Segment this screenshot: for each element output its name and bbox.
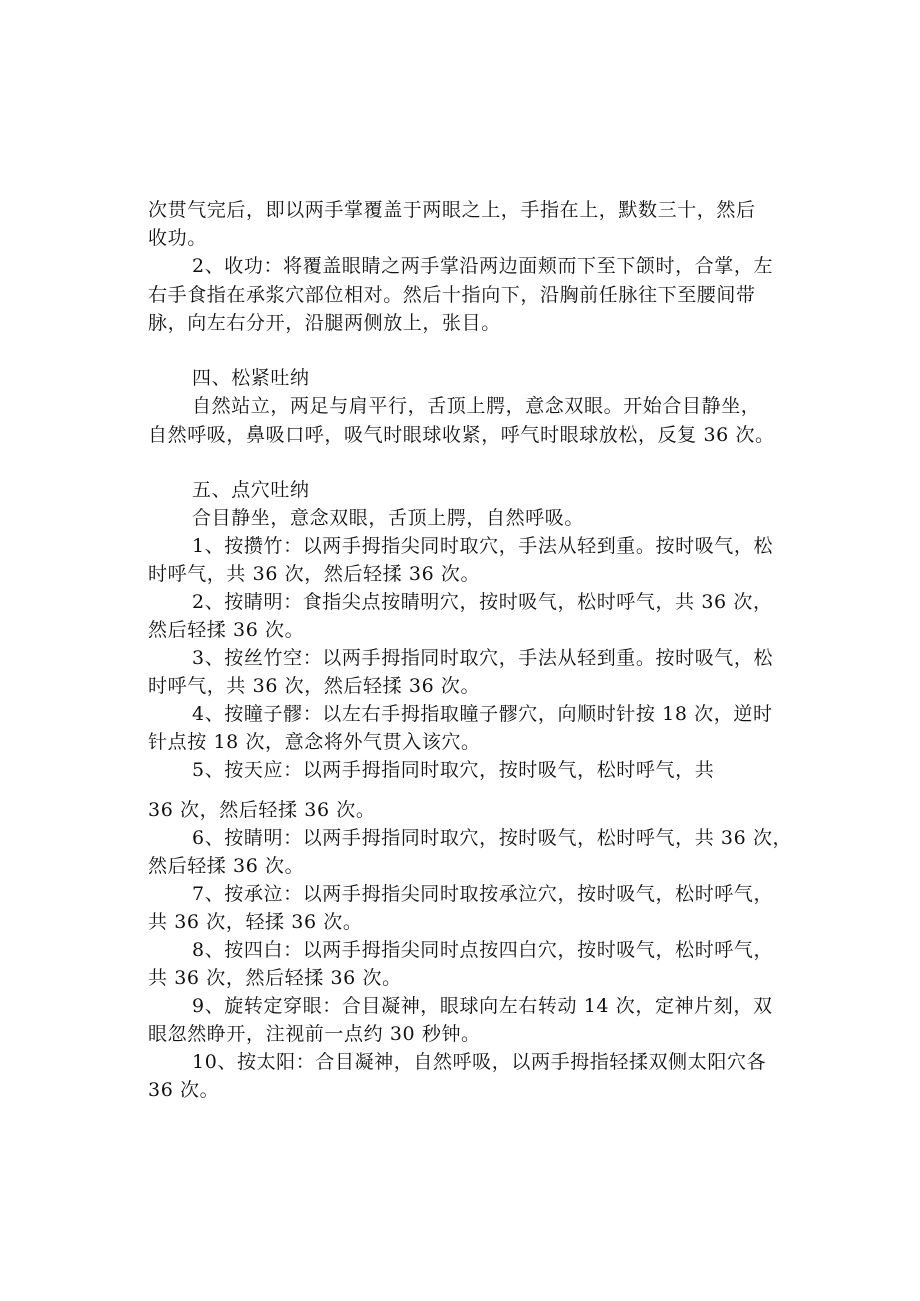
text-line: 眼忽然睁开，注视前一点约 30 秒钟。	[148, 1023, 481, 1045]
text-line: 然后轻揉 36 次。	[148, 619, 305, 641]
text-line: 2、收功：将覆盖眼睛之两手掌沿两边面颊而下至下颌时，合掌，左	[192, 255, 774, 277]
text-line: 9、旋转定穿眼：合目凝神，眼球向左右转动 14 次，定神片刻，双	[192, 995, 773, 1017]
text-line: 时呼气，共 36 次，然后轻揉 36 次。	[148, 563, 481, 585]
text-line: 脉，向左右分开，沿腿两侧放上，张目。	[148, 312, 501, 334]
text-line: 时呼气，共 36 次，然后轻揉 36 次。	[148, 675, 481, 697]
text-line: 共 36 次，轻揉 36 次。	[148, 911, 363, 933]
text-line: 2、按睛明：食指尖点按睛明穴，按时吸气，松时呼气，共 36 次，	[192, 591, 773, 613]
text-line: 7、按承泣：以两手拇指尖同时取按承泣穴，按时吸气，松时呼气，	[192, 883, 774, 905]
text-line: 5、按天应：以两手拇指同时取穴，按时吸气，松时呼气，共	[192, 759, 715, 781]
text-line: 1、按攒竹：以两手拇指尖同时取穴，手法从轻到重。按时吸气，松	[192, 535, 774, 557]
text-line: 10、按太阳：合目凝神，自然呼吸，以两手拇指轻揉双侧太阳穴各	[192, 1051, 767, 1073]
text-line: 然后轻揉 36 次。	[148, 855, 305, 877]
text-line: 合目静坐，意念双眼，舌顶上腭，自然呼吸。	[192, 507, 585, 529]
text-line: 4、按瞳子髎：以左右手拇指取瞳子髎穴，向顺时针按 18 次，逆时	[192, 703, 773, 725]
text-line: 36 次，然后轻揉 36 次。	[148, 799, 376, 821]
text-line: 共 36 次，然后轻揉 36 次。	[148, 967, 402, 989]
text-line: 3、按丝竹空：以两手拇指同时取穴，手法从轻到重。按时吸气，松	[192, 647, 774, 669]
section-heading: 五、点穴吐纳	[192, 479, 310, 501]
text-line: 自然站立，两足与肩平行，舌顶上腭，意念双眼。开始合目静坐，	[192, 395, 761, 417]
text-line: 次贯气完后，即以两手掌覆盖于两眼之上，手指在上，默数三十，然后	[148, 199, 756, 221]
section-heading: 四、松紧吐纳	[192, 367, 310, 389]
text-line: 收功。	[148, 227, 207, 249]
text-line: 自然呼吸，鼻吸口呼，吸气时眼球收紧，呼气时眼球放松，反复 36 次。	[148, 424, 775, 446]
text-line: 针点按 18 次，意念将外气贯入该穴。	[148, 731, 481, 753]
text-line: 8、按四白：以两手拇指尖同时点按四白穴，按时吸气，松时呼气，	[192, 939, 774, 961]
text-line: 36 次。	[148, 1079, 220, 1101]
text-line: 6、按睛明：以两手拇指同时取穴，按时吸气，松时呼气，共 36 次，	[192, 827, 793, 849]
text-line: 右手食指在承浆穴部位相对。然后十指向下，沿胸前任脉往下至腰间带	[148, 284, 756, 306]
